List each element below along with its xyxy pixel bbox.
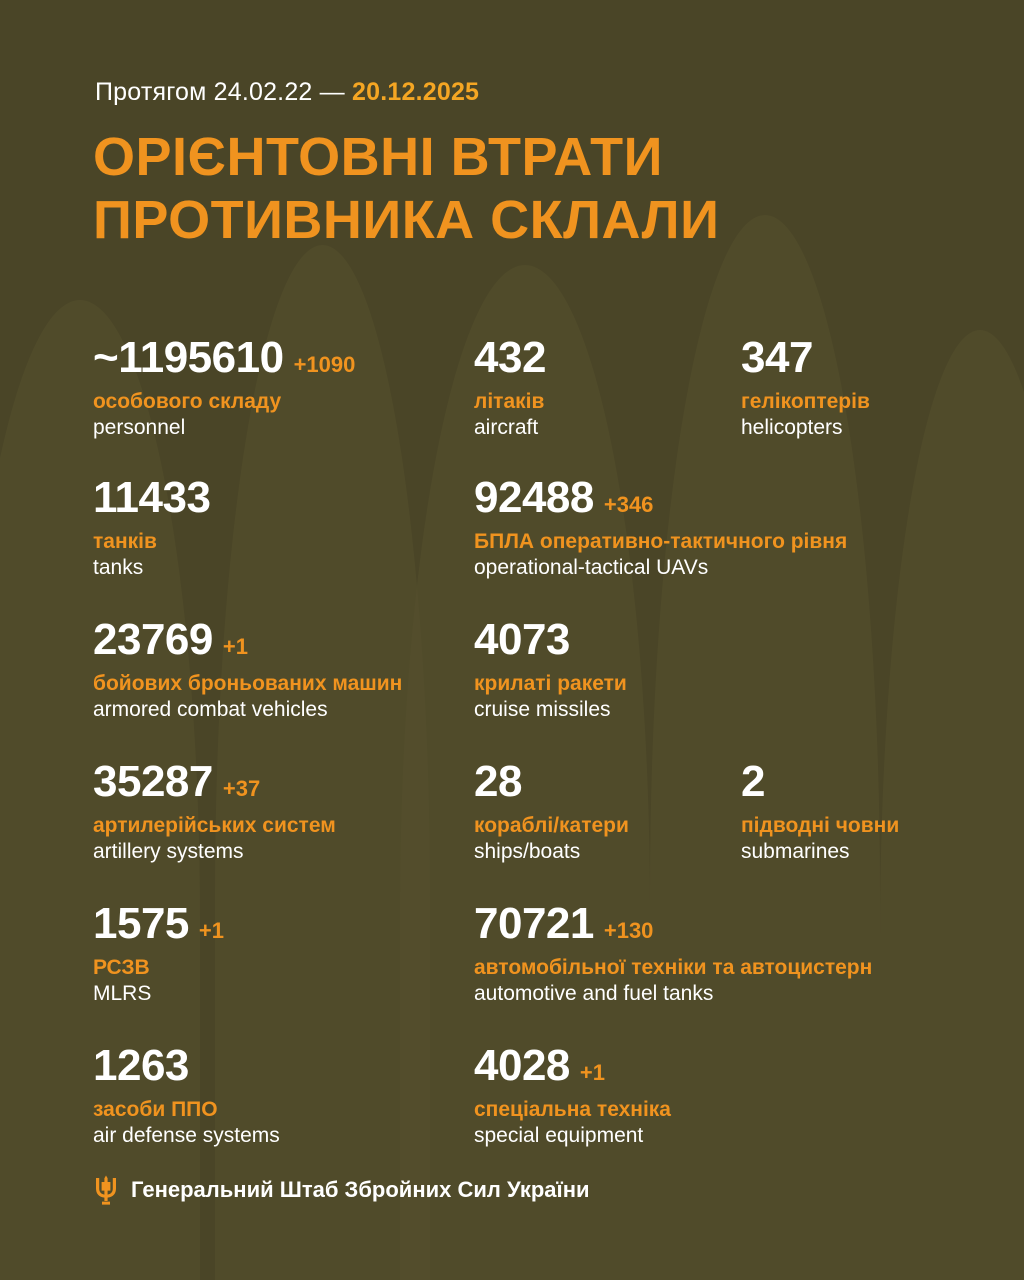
stat-delta: +1090: [293, 352, 356, 377]
stat-label-en: air defense systems: [93, 1124, 280, 1148]
stat-value-row: [741, 333, 870, 382]
stat-label-ua: артилерійських систем: [93, 814, 336, 837]
stat-label-ua: гелікоптерів: [741, 390, 870, 413]
stat-item-helicopters: [741, 333, 870, 440]
stat-value: 11433: [93, 473, 211, 522]
stat-value: 1263: [93, 1041, 189, 1090]
stat-item-tanks: [93, 473, 220, 580]
stat-item-submarines: [741, 757, 900, 864]
stat-value-row: [93, 473, 220, 522]
stat-value: 347: [741, 333, 813, 382]
stat-label-en: armored combat vehicles: [93, 698, 328, 722]
stat-item-aircraft: [474, 333, 556, 440]
stat-value-row: [474, 1041, 671, 1090]
background-silhouette: [880, 330, 1024, 1280]
stat-label-en: helicopters: [741, 416, 843, 440]
stat-value: 4073: [474, 615, 570, 664]
page-title-line-2: ПРОТИВНИКА СКЛАЛИ: [93, 190, 720, 251]
stat-delta: +1: [222, 634, 248, 659]
footer-text: Генеральний Штаб Збройних Сил України: [131, 1177, 590, 1202]
stat-value-row: [474, 899, 872, 948]
stat-label-ua: літаків: [474, 390, 545, 413]
period-end-date: 20.12.2025: [352, 78, 480, 106]
stat-value: 92488: [474, 473, 594, 522]
stat-label-en: ships/boats: [474, 840, 581, 864]
stat-item-personnel: [93, 333, 356, 440]
stat-label-ua: крилаті ракети: [474, 672, 627, 695]
footer: [95, 1175, 590, 1205]
stat-value-row: [93, 615, 402, 664]
stat-item-armored-vehicles: [93, 615, 403, 722]
page-title-line-1: ОРІЄНТОВНІ ВТРАТИ: [93, 127, 663, 187]
stat-value-row: [93, 757, 336, 806]
stat-label-ua: особового складу: [93, 390, 282, 413]
period-prefix: Протягом 24.02.22 —: [95, 78, 353, 106]
stat-label-ua: засоби ППО: [93, 1098, 218, 1121]
stat-label-en: cruise missiles: [474, 698, 611, 722]
stat-delta: +37: [222, 776, 261, 801]
stat-label-ua: бойових броньованих машин: [93, 672, 403, 695]
stat-item-artillery: [93, 757, 336, 864]
page-title: [93, 126, 719, 252]
stat-item-air-defense: [93, 1041, 280, 1148]
stat-label-ua: танків: [93, 530, 157, 553]
stat-label-en: submarines: [741, 840, 850, 864]
stat-item-mlrs: [93, 899, 224, 1006]
stat-delta: +1: [579, 1060, 605, 1085]
stat-value: 35287: [93, 757, 213, 806]
stat-label-en: MLRS: [93, 982, 152, 1006]
stat-label-en: special equipment: [474, 1124, 644, 1148]
stat-label-ua: підводні човни: [741, 814, 900, 837]
stat-delta: +130: [603, 918, 654, 943]
stat-label-en: aircraft: [474, 416, 539, 440]
stat-value-row: [474, 615, 627, 664]
stat-delta: +346: [603, 492, 654, 517]
stat-value: 432: [474, 333, 546, 382]
stat-label-ua: спеціальна техніка: [474, 1098, 671, 1121]
period-line: [95, 78, 479, 107]
stat-value-row: [93, 899, 224, 948]
stat-value-row: [474, 333, 556, 382]
stat-delta: +1: [198, 918, 224, 943]
stat-label-en: artillery systems: [93, 840, 244, 864]
stat-value: 23769: [93, 615, 213, 664]
stat-value: 4028: [474, 1041, 570, 1090]
stat-label-en: automotive and fuel tanks: [474, 982, 714, 1006]
stat-item-uavs: [474, 473, 848, 580]
stat-value-row: [93, 1041, 280, 1090]
stat-item-automotive: [474, 899, 873, 1006]
stat-value: 2: [741, 757, 765, 806]
stat-value: 28: [474, 757, 522, 806]
stat-label-ua: БПЛА оперативно-тактичного рівня: [474, 530, 848, 553]
stat-label-en: operational-tactical UAVs: [474, 556, 709, 580]
stat-label-ua: кораблі/катери: [474, 814, 629, 837]
stat-value: 70721: [474, 899, 594, 948]
stat-label-ua: автомобільної техніки та автоцистерн: [474, 956, 873, 979]
stat-value: 1575: [93, 899, 189, 948]
stat-label-en: tanks: [93, 556, 144, 580]
stat-value-row: [474, 757, 629, 806]
stat-value-row: [474, 473, 847, 522]
trident-icon: [95, 1175, 117, 1205]
stat-item-cruise-missiles: [474, 615, 627, 722]
stat-label-ua: РСЗВ: [93, 956, 150, 979]
stat-label-en: personnel: [93, 416, 186, 440]
stat-value-row: [741, 757, 899, 806]
stat-value-row: [93, 333, 356, 382]
stat-item-special-equipment: [474, 1041, 671, 1148]
stat-item-ships: [474, 757, 629, 864]
stat-value: ~1195610: [93, 333, 284, 382]
